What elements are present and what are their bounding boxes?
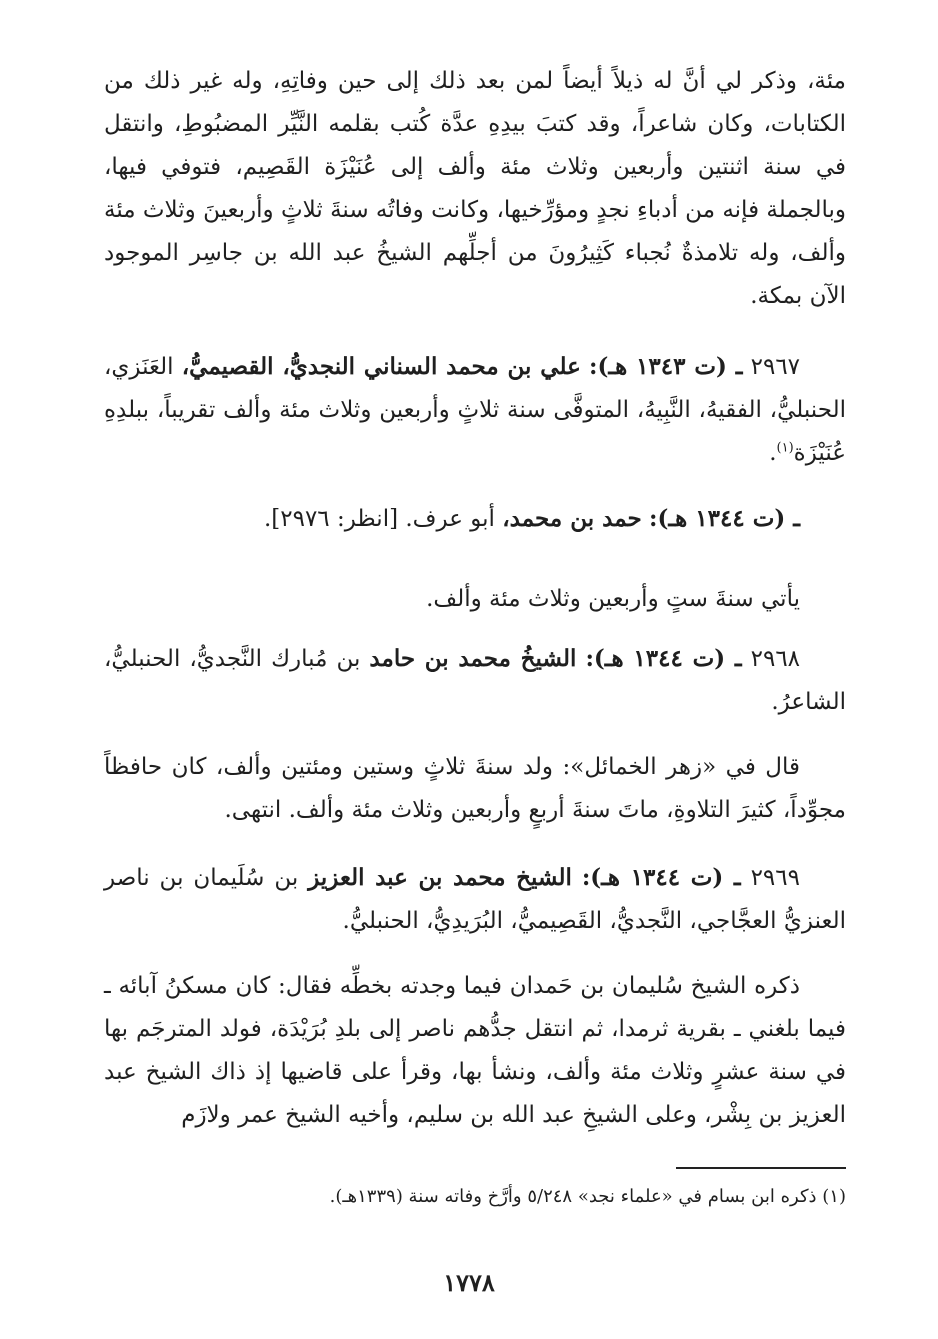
entry-number: ٢٩٦٨ bbox=[750, 646, 801, 672]
paragraph-2968: قال في «زهر الخمائل»: ولد سنةَ ثلاثٍ وستين ومئتين وألف، كان حافظاً مجوِّداً، كثيرَ التلاوةِ، ماتَ سنةَ أربعٍ وأربعين وثلاث مئة وألف. انتهى. bbox=[104, 754, 846, 823]
footnote: (١) ذكره ابن بسام في «علماء نجد» ٥/٢٤٨ وأرَّخ وفاته سنة (١٣٣٩هـ). bbox=[329, 1186, 846, 1207]
footnote-divider bbox=[676, 1167, 846, 1169]
entry-death-date: ـ (ت ١٣٤٣ هـ): bbox=[588, 353, 743, 380]
cross-reference bbox=[104, 497, 846, 541]
entry-name: حمد بن محمد، bbox=[502, 505, 642, 532]
entry-2969 bbox=[104, 856, 846, 943]
cross-reference-text: أبو عرف. [انظر: ٢٩٧٦]. bbox=[263, 506, 495, 532]
entry-2967 bbox=[104, 345, 846, 475]
entry-name: علي بن محمد السناني النجديُّ، القصيميُّ، bbox=[181, 353, 581, 380]
top-paragraph: مئة، وذكر لي أنَّ له ذيلاً أيضاً لمن بعد ذلك إلى حين وفاتِهِ، وله غير ذلك من الكتابات، وكان شاعراً، وقد كتبَ بيدِهِ عدَّة كُتب بقلمه النَّيِّر المضبُوطِ، وانتقل في سنة اثنتين وأربعين وثلاث مئة وألف إلى عُنَيْزَة القَصِيم، فتوفي فيها، وبالجملة فإنه من أدباءِ نجدٍ ومؤرِّخيها، وكانت وفاتُه سنةَ ثلاثٍ وأربعينَ وثلاث مئة وألف، وله تلامذةٌ نُجباء كَثِيرُونَ من أجلِّهم الشيخُ عبد الله بن جاسِر الموجود الآن بمكة. bbox=[104, 68, 846, 309]
entry-number: ٢٩٦٧ bbox=[750, 354, 801, 380]
entry-death-date: ـ (ت ١٣٤٤ هـ): bbox=[585, 645, 742, 672]
page-number: ١٧٧٨ bbox=[443, 1268, 495, 1297]
entry-name: الشيخ محمد بن عبد العزيز bbox=[308, 864, 572, 891]
entry-end: . bbox=[769, 440, 777, 466]
entry-description: بن سُلَيمان بن ناصر العنزيُّ العجَّاجي، النَّجديُّ، القَصِيميُّ، البُرَيدِيُّ، الحنبليُّ. bbox=[104, 865, 846, 934]
year-heading: يأتي سنةَ ستٍ وأربعين وثلاث مئة وألف. bbox=[426, 586, 800, 612]
entry-description: بن مُبارك النَّجديُّ، الحنبليُّ، الشاعرُ. bbox=[104, 646, 846, 715]
footnote-reference: (١) bbox=[776, 440, 794, 456]
entry-death-date: ـ (ت ١٣٤٤ هـ): bbox=[649, 505, 800, 532]
entry-description: العَنَزي، الحنبليُّ، الفقيهُ، النَّبِيهُ، المتوفَّى سنة ثلاثٍ وأربعين وثلاث مئة وألف تقريباً، ببلدِهِ عُنَيْزَة bbox=[104, 354, 846, 466]
entry-2968 bbox=[104, 637, 846, 724]
entry-name: الشيخُ محمد بن حامد bbox=[369, 645, 577, 672]
entry-death-date: ـ (ت ١٣٤٤ هـ): bbox=[581, 864, 741, 891]
entry-number: ٢٩٦٩ bbox=[750, 865, 800, 891]
paragraph-2969: ذكره الشيخ سُليمان بن حَمدان فيما وجدته بخطِّه فقال: كان مسكنُ آبائه ـ فيما بلغني ـ بقرية ثرمدا، ثم انتقل جدُّهم ناصر إلى بلدِ بُرَيْدَة، فولد المترجَم بها في سنة عشرٍ وثلاث مئة وألف، ونشأ بها، وقرأ على قاضيها إذ ذاك الشيخ عبد العزيز بن بِشْر، وعلى الشيخِ عبد الله بن سليم، وأخيه الشيخ عمر ولازَم bbox=[104, 973, 846, 1128]
